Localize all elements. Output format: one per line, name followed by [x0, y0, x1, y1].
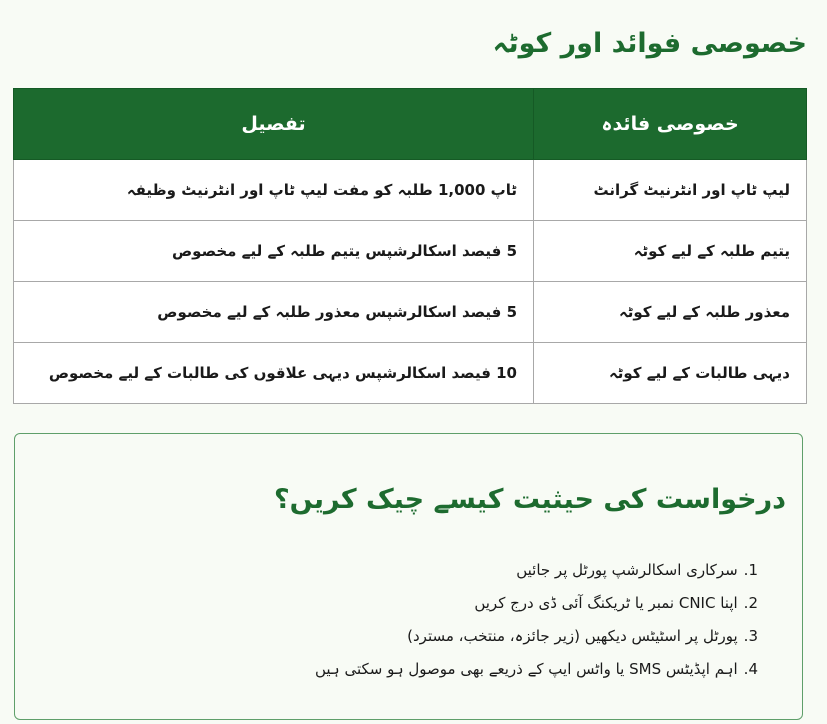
benefit-cell: لیپ ٹاپ اور انٹرنیٹ گرانٹ [534, 160, 807, 221]
step-number: 2. [743, 594, 758, 612]
benefits-quota-table [13, 88, 807, 404]
step-number: 3. [743, 627, 758, 645]
benefit-cell: معذور طلبہ کے لیے کوٹہ [534, 282, 807, 343]
step-text: سرکاری اسکالرشپ پورٹل پر جائیں [516, 561, 738, 579]
status-check-box [14, 433, 803, 720]
table-row [14, 282, 807, 343]
page-title: خصوصی فوائد اور کوٹہ [492, 28, 807, 59]
list-item [315, 554, 758, 587]
step-text: اپنا CNIC نمبر یا ٹریکنگ آئی ڈی درج کریں [474, 594, 738, 612]
status-section-title: درخواست کی حیثیت کیسے چیک کریں؟ [273, 484, 786, 515]
table-header-row [14, 89, 807, 160]
details-cell: ٹاپ 1,000 طلبہ کو مفت لیپ ٹاپ اور انٹرنیٹ وظیفہ [14, 160, 534, 221]
step-number: 1. [743, 561, 758, 579]
status-steps-list [315, 554, 758, 686]
table-row [14, 343, 807, 404]
list-item [315, 587, 758, 620]
step-number: 4. [743, 660, 758, 678]
header-details: تفصیل [14, 89, 534, 160]
list-item [315, 653, 758, 686]
step-text: پورٹل پر اسٹیٹس دیکھیں (زیر جائزہ، منتخب، مسترد) [407, 627, 738, 645]
table-row [14, 160, 807, 221]
header-benefit: خصوصی فائدہ [534, 89, 807, 160]
list-item [315, 620, 758, 653]
details-cell: 5 فیصد اسکالرشپس معذور طلبہ کے لیے مخصوص [14, 282, 534, 343]
benefit-cell: دیہی طالبات کے لیے کوٹہ [534, 343, 807, 404]
details-cell: 10 فیصد اسکالرشپس دیہی علاقوں کی طالبات کے لیے مخصوص [14, 343, 534, 404]
step-text: اہم اپڈیٹس SMS یا واٹس ایپ کے ذریعے بھی موصول ہو سکتی ہیں [314, 660, 738, 678]
table-row [14, 221, 807, 282]
benefit-cell: یتیم طلبہ کے لیے کوٹہ [534, 221, 807, 282]
details-cell: 5 فیصد اسکالرشپس یتیم طلبہ کے لیے مخصوص [14, 221, 534, 282]
